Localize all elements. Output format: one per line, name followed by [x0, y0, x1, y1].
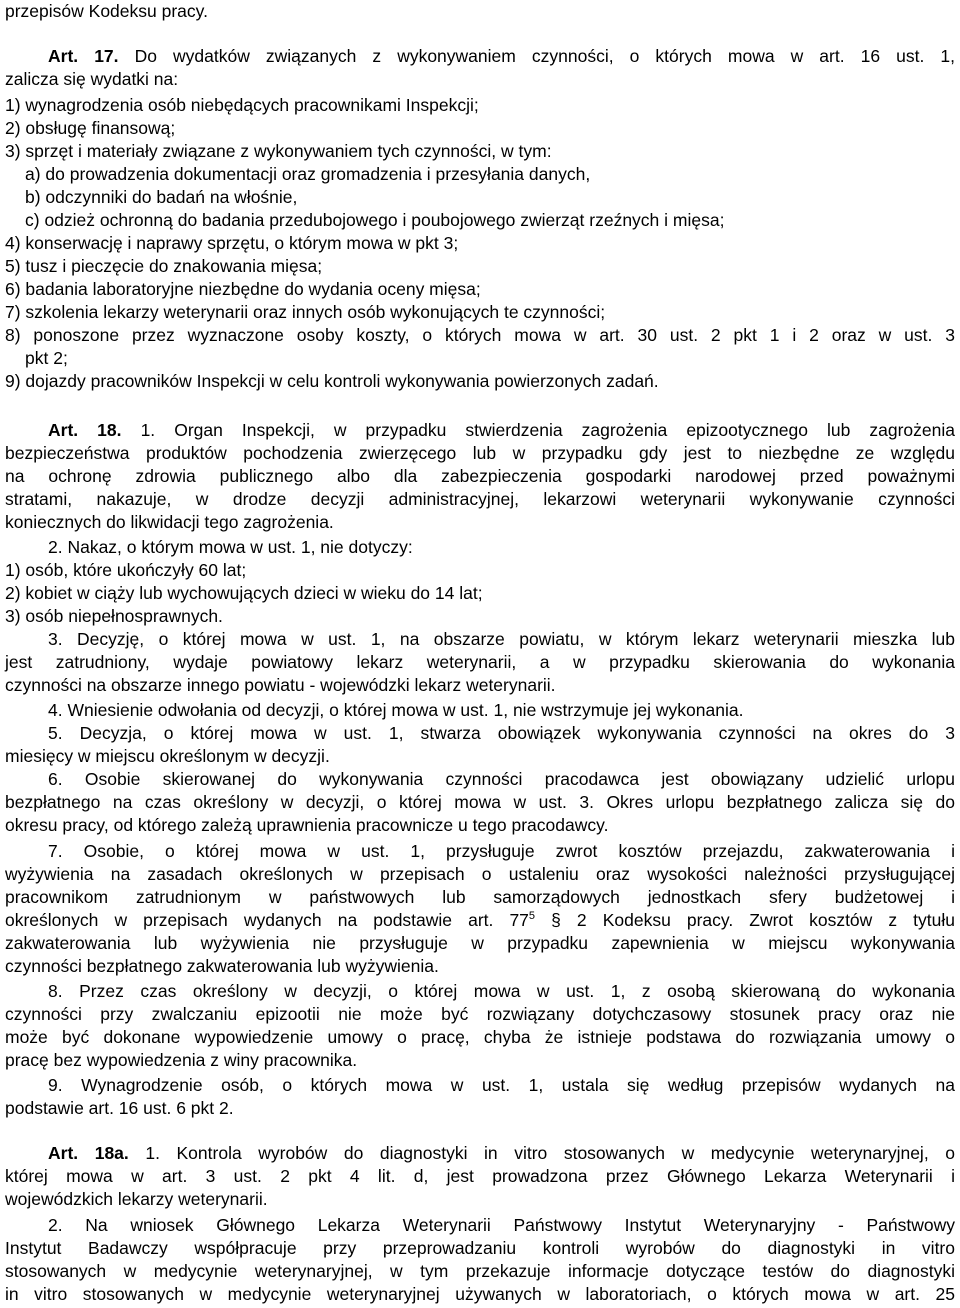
art18-p3-line-3: czynności na obszarze innego powiatu - wojewódzki lekarz weterynarii. — [5, 675, 556, 695]
art18-p5-line-1: 5. Decyzja, o której mowa w ust. 1, stwarza obowiązek wykonywania czynności na okres do 3 — [48, 723, 955, 743]
art17-item-3: 3) sprzęt i materiały związane z wykonywaniem tych czynności, w tym: — [5, 141, 552, 161]
art18-p9-line-1: 9. Wynagrodzenie osób, o których mowa w ust. 1, ustala się według przepisów wydanych na — [48, 1075, 955, 1095]
art18-p5-line-2: miesięcy w miejscu określonym w decyzji. — [5, 746, 330, 766]
art18-p8-line-4: pracę bez wypowiedzenia z winy pracownika. — [5, 1050, 358, 1070]
art17-item-3a: a) do prowadzenia dokumentacji oraz gromadzenia i przesyłania danych, — [25, 164, 591, 184]
art18a-p2-line-3: stosowanych w medycynie weterynaryjnej, w tym przekazuje informacje dotyczące testów do diagnostyki — [5, 1261, 955, 1281]
art17-intro-line-2: zalicza się wydatki na: — [5, 69, 179, 89]
art18-p1-line-1: Art. 18. 1. Organ Inspekcji, w przypadku stwierdzenia zagrożenia epizootycznego lub zagrożenia — [48, 420, 955, 440]
art18-heading: Art. 18. — [48, 420, 122, 440]
art18-p7-line-4: określonych w przepisach wydanych na podstawie art. $77^5$ § 2 Kodeksu pracy. Zwrot kosztów z tytułu — [5, 910, 956, 930]
art18-p2: 2. Nakaz, o którym mowa w ust. 1, nie dotyczy: — [48, 537, 413, 557]
art18-p4: 4. Wniesienie odwołania od decyzji, o której mowa w ust. 1, nie wstrzymuje jej wykonania. — [48, 700, 744, 720]
art18-p6-line-1: 6. Osobie skierowanej do wykonywania czynności pracodawca jest obowiązany udzielić urlopu — [48, 769, 955, 789]
art18a-p2-line-2: Instytut Badawczy współpracuje przy przeprowadzaniu kontroli wyrobów do diagnostyki in vitro — [5, 1238, 955, 1258]
art18-p8-line-1: 8. Przez czas określony w decyzji, o której mowa w ust. 1, z osobą skierowaną do wykonania — [48, 981, 955, 1001]
art18-p2-item-3: 3) osób niepełnosprawnych. — [5, 606, 223, 626]
art18a-p1-line-2: której mowa w art. 3 ust. 2 pkt 4 lit. d, jest prowadzona przez Głównego Lekarza Weterynarii i — [5, 1166, 955, 1186]
art18-p6-line-3: okresu pracy, od którego zależą uprawnienia pracownicze u tego pracodawcy. — [5, 815, 609, 835]
art18-p1-line-3: na ochronę zdrowia publicznego albo dla zabezpieczenia gospodarki narodowej przed poważnymi — [5, 466, 955, 486]
art18-p1-line-4: stratami, nakazuje, w drodze decyzji administracyjnej, lekarzowi weterynarii wykonywanie czynności — [5, 489, 955, 509]
art18-p8-line-2: czynności przy zwalczaniu epizootii nie może być rozwiązany dotychczasowy stosunek pracy oraz nie — [5, 1004, 955, 1024]
art18a-p2-line-4: in vitro stosowanych w medycynie weterynaryjnej używanych w laboratoriach, o których mowa w art. 25 — [5, 1284, 955, 1304]
art18a-p1-line-1: Art. 18a. 1. Kontrola wyrobów do diagnostyki in vitro stosowanych w medycynie weterynaryjnej, o — [48, 1143, 955, 1163]
art16-tail: przepisów Kodeksu pracy. — [5, 1, 208, 21]
art17-item-1: 1) wynagrodzenia osób niebędących pracownikami Inspekcji; — [5, 95, 479, 115]
art17-item-6: 6) badania laboratoryjne niezbędne do wydania oceny mięsa; — [5, 279, 481, 299]
art17-item-3c: c) odzież ochronną do badania przedubojowego i poubojowego zwierząt rzeźnych i mięsa; — [25, 210, 725, 230]
art17-item-7: 7) szkolenia lekarzy weterynarii oraz innych osób wykonujących te czynności; — [5, 302, 606, 322]
art18a-heading: Art. 18a. — [48, 1143, 129, 1163]
art18-p1-line-5: koniecznych do likwidacji tego zagrożenia. — [5, 512, 334, 532]
art18-p7-line-1: 7. Osobie, o której mowa w ust. 1, przysługuje zwrot kosztów przejazdu, zakwaterowania i — [48, 841, 955, 861]
art18a-p2-line-1: 2. Na wniosek Głównego Lekarza Weterynarii Państwowy Instytut Weterynaryjny - Państwowy — [48, 1215, 955, 1235]
art17-item-5: 5) tusz i pieczęcie do znakowania mięsa; — [5, 256, 323, 276]
art18-p6-line-2: bezpłatnego na czas określony w decyzji, o której mowa w ust. 3. Okres urlopu bezpłatnego zalicza się do — [5, 792, 955, 812]
art18-p8-line-3: może być dokonane wypowiedzenie umowy o pracę, chyba że istnieje podstawa do rozwiązania umowy o — [5, 1027, 955, 1047]
art18-p7-line-5: zakwaterowania lub wyżywienia nie przysługuje w przypadku zapewnienia w miejscu wykonywania — [5, 933, 955, 953]
art17-item-2: 2) obsługę finansową; — [5, 118, 176, 138]
art18-p7-line-3: pracownikom zatrudnionym w państwowych lub samorządowych jednostkach sfery budżetowej i — [5, 887, 955, 907]
art17-item-9: 9) dojazdy pracowników Inspekcji w celu kontroli wykonywania powierzonych zadań. — [5, 371, 659, 391]
art18-p1-line-2: bezpieczeństwa produktów pochodzenia zwierzęcego lub w przypadku gdy jest to niezbędne ze względu — [5, 443, 955, 463]
art18a-p1-line-3: wojewódzkich lekarzy weterynarii. — [5, 1189, 268, 1209]
art18-p7-line-2: wyżywienia na zasadach określonych w przepisach o ustaleniu oraz wysokości należności przysługującej — [5, 864, 955, 884]
art18-p3-line-2: jest zatrudniony, wydaje powiatowy lekarz weterynarii, a w przypadku skierowania do wykonania — [5, 652, 955, 672]
superscript: 5 — [528, 910, 536, 922]
art17-heading: Art. 17. — [48, 46, 119, 66]
art18-p7-line-6: czynności bezpłatnego zakwaterowania lub wyżywienia. — [5, 956, 439, 976]
art17-item-8-cont: pkt 2; — [25, 348, 68, 368]
art18-p9-line-2: podstawie art. 16 ust. 6 pkt 2. — [5, 1098, 234, 1118]
art17-item-4: 4) konserwację i naprawy sprzętu, o którym mowa w pkt 3; — [5, 233, 459, 253]
art17-intro-line-1: Art. 17. Do wydatków związanych z wykonywaniem czynności, o których mowa w art. 16 ust. 1, — [48, 46, 955, 66]
art18-p2-item-2: 2) kobiet w ciąży lub wychowujących dzieci w wieku do 14 lat; — [5, 583, 483, 603]
art18-p2-item-1: 1) osób, które ukończyły 60 lat; — [5, 560, 247, 580]
art17-item-3b: b) odczynniki do badań na włośnie, — [25, 187, 298, 207]
art18-p3-line-1: 3. Decyzję, o której mowa w ust. 1, na obszarze powiatu, w którym lekarz weterynarii mieszka lub — [48, 629, 955, 649]
art17-item-8: 8) ponoszone przez wyznaczone osoby koszty, o których mowa w art. 30 ust. 2 pkt 1 i 2 oraz w ust. 3 — [5, 325, 955, 345]
